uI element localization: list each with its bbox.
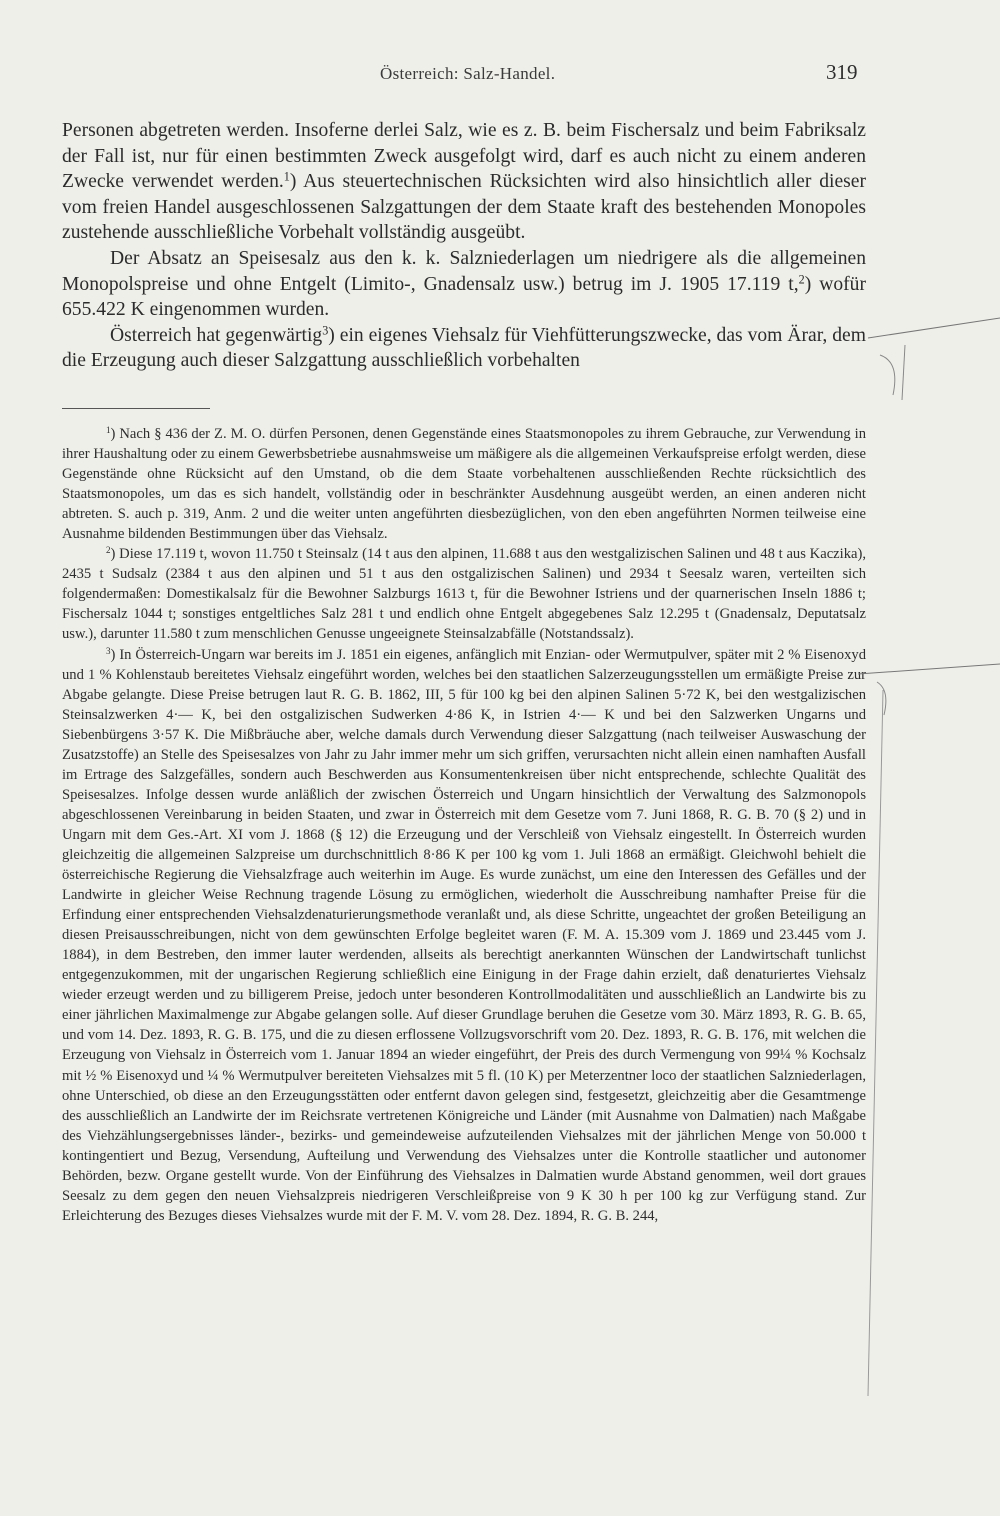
pencil-margin-bracket <box>877 682 886 715</box>
footnote-1 <box>62 424 866 544</box>
body-paragraph <box>62 118 866 246</box>
footnote-3 <box>62 645 866 1226</box>
footnote-separator <box>62 408 210 409</box>
footnote-marker: 1 <box>283 169 290 184</box>
pencil-margin-line <box>858 664 1000 674</box>
footnote-marker: 3 <box>106 645 111 656</box>
footnote-text: ) Diese 17.119 t, wovon 11.750 t Steinsalz (14 t aus den alpinen, 11.688 t aus den westgalizischen Salinen und 48 t aus Kaczika), 2435 t Sudsalz (2384 t aus den alpinen und 51 t aus den ostgalizischen Salinen) und 2934 t Seesalz waren, verteilten sich folgendermaßen: Domestikalsalz für die Bewohner Salzburgs 1613 t, für die Bewohner Istriens und der quarnerischen Inseln 1886 t; Fischersalz 1044 t; sonstiges entgeltliches Salz 281 t und endlich ohne Entgelt abgegebenes Salz 12.295 t (Gnadensalz, Deputatsalz usw.), darunter 11.580 t zum menschlichen Genusse ungeeignete Steinsalzabfälle (Notstandssalz). <box>62 546 866 643</box>
footnote-marker: 3 <box>322 323 329 338</box>
running-head: Österreich: Salz-Handel. <box>380 64 556 83</box>
footnote-marker: 2 <box>106 545 111 556</box>
pencil-margin-line <box>868 690 883 1396</box>
pencil-margin-line <box>902 345 905 400</box>
page-number: 319 <box>826 60 858 84</box>
pencil-margin-bracket <box>880 355 895 395</box>
footnote-marker: 2 <box>798 271 805 286</box>
main-text <box>62 118 866 374</box>
body-paragraph-text: ) wofür 655.422 K eingenommen wurden. <box>62 273 866 321</box>
page-header <box>0 60 1000 90</box>
body-paragraph <box>62 246 866 323</box>
footnote-text: ) Nach § 436 der Z. M. O. dürfen Personen, denen Gegenstände eines Staatsmonopoles zu ihrem Gebrauche, zur Verwendung in ihrer Haushaltung oder zu einem Gewerbsbetriebe ausnahmsweise um mäßigere als die allgemeinen Verkaufspreise erfolgt werden, diese Gegenstände ohne Rücksicht auf den Umstand, ob die dem Staate vorbehaltenen ausschließenden Rechte rücksichtlich des Staatsmonopoles, um das es sich handelt, vollständig oder in beschränkter Ausdehnung ausgeübt werden, an einen anderen nicht abtreten. S. auch p. 319, Anm. 2 und die weiter unten angeführten diesbezüglichen, von den eben angeführten Normen teilweise eine Ausnahme bildenden Bestimmungen über das Viehsalz. <box>62 426 866 543</box>
footnote-2 <box>62 544 866 644</box>
footnote-marker: 1 <box>106 425 111 436</box>
footnotes <box>62 424 866 1226</box>
body-paragraph-text: Personen abgetreten werden. Insoferne derlei Salz, wie es z. B. beim Fischersalz und beim Fabriksalz der Fall ist, nur für einen bestimmten Zweck ausgefolgt wird, darf es auch nicht zu einem anderen Zwecke verwendet werden. <box>62 120 866 193</box>
body-paragraph-text: Österreich hat gegenwärtig <box>110 324 323 346</box>
footnote-text: ) In Österreich-Ungarn war bereits im J. 1851 ein eigenes, anfänglich mit Enzian- oder Wermutpulver, später mit 2 % Eisenoxyd und 1 % Kohlenstaub bereitetes Viehsalz eingeführt worden, welches bei den staatlichen Salzerzeugungsstellen um ermäßigte Preise zur Abgabe gelangte. Diese Preise betrugen laut R. G. B. 1862, III, 5 für 100 kg bei den alpinen Salinen 5·72 K, bei den westgalizischen Steinsalzwerken 4·— K, bei den ostgalizischen Sudwerken 4·86 K, in Istrien 4·— K und bei den Salzwerken Ungarns und Siebenbürgens 3·57 K. Die Mißbräuche aber, welche damals durch Verwendung dieser Salzgattung (nach teilweiser Auswaschung der Zusatzstoffe) an Stelle des Speisesalzes von Jahr zu Jahr immer mehr um sich griffen, verursachten nicht allein einen namhaften Ausfall im Ertrage des Salzgefälles, sondern auch Beschwerden aus Konsumentenkreisen über nicht entsprechende, schlechte Qualität des Speisesalzes. Infolge dessen wurde anläßlich der zwischen Österreich und Ungarn hinsichtlich der Verwaltung des Salzmonopols abgeschlossenen Vereinbarung in beiden Staaten, und zwar in Österreich mit dem Gesetze vom 7. Juni 1868, R. G. B. 70 (§ 2) und in Ungarn mit dem Ges.-Art. XI vom J. 1868 (§ 12) die Erzeugung und der Verschleiß von Viehsalz eingestellt. In Österreich wurden gleichzeitig die allgemeinen Salzpreise um durchschnittlich 8·86 K per 100 kg vom 1. Juli 1868 an ermäßigt. Gleichwohl behielt die österreichische Regierung die Viehsalzfrage auch weiterhin im Auge. Es wurde zunächst, um eine den Interessen des Gefälles und der Landwirte in gleicher Weise Rechnung tragende Lösung zu ermöglichen, wiederholt die Ausschreibung namhafter Preise für die Erfindung einer entsprechenden Viehsalzdenaturierungsmethode veranlaßt und, als diese Schritte, ungeachtet der großen Beteiligung an diesen Preisausschreibungen, nicht von dem gewünschten Erfolge begleitet waren (F. M. A. 15.309 vom J. 1869 und 23.445 vom J. 1884), in dem Bestreben, den immer lauter werdenden, allseits als berechtigt anerkannten Wünschen der Landwirtschaft tunlichst entgegenzukommen, mit der ungarischen Regierung schließlich eine Einigung in der Frage dahin erzielt, daß denaturiertes Viehsalz wieder erzeugt werden und zu billigerem Preise, jedoch unter besonderen Kontrollmodalitäten und ausschließlich an Landwirte bis zu einer jährlichen Maximalmenge zur Abgabe gelangen solle. Auf dieser Grundlage beruhen die Gesetze vom 30. März 1893, R. G. B. 65, und vom 14. Dez. 1893, R. G. B. 175, und die zu diesen erflossene Vollzugsvorschrift vom 20. Dez. 1893, R. G. B. 176, mit welchen die Erzeugung von Viehsalz in Österreich vom 1. Januar 1894 an wieder eingeführt, der Preis des durch Vermengung von 99¼ % Kochsalz mit ½ % Eisenoxyd und ¼ % Wermutpulver bereiteten Viehsalzes mit 5 fl. (10 K) per Meterzentner loco der staatlichen Salzniederlagen, ohne Unterschied, ob diese an den Erzeugungsstätten oder entfernt davon gelegen sind, festgesetzt, gleichzeitig aber die Gesamtmenge des ausschließlich an Landwirte der im Reichsrate vertretenen Königreiche und Länder (mit Ausnahme von Dalmatien) nach Maßgabe des Viehzählungsergebnisses länder-, bezirks- und gemeindeweise aufzuteilenden Viehsalzes mit der jährlichen Menge von 50.000 t kontingentiert und Bezug, Versendung, Aufteilung und Verwendung des Viehsalzes unter die Kontrolle staatlicher und autonomer Behörden, bezw. Organe gestellt wurde. Von der Einführung des Viehsalzes in Dalmatien wurde Abstand genommen, weil dort graues Seesalz zu dem gegen den neuen Viehsalzpreis niedrigeren Verschleißpreise von 9 K 30 h per 100 kg zur Verfügung stand. Zur Erleichterung des Bezuges dieses Viehsalzes wurde mit der F. M. V. vom 28. Dez. 1894, R. G. B. 244, <box>62 646 866 1224</box>
body-paragraph <box>62 323 866 374</box>
body-paragraph-text: ) Aus steuertechnischen Rücksichten wird also hinsichtlich aller dieser vom freien Handel ausgeschlossenen Salzgattungen der dem Staate kraft des bestehenden Monopoles zustehende ausschließliche Vorbehalt vollständig ausgeübt. <box>62 171 866 244</box>
pencil-margin-line <box>868 318 1000 338</box>
body-paragraph-text: ) ein eigenes Viehsalz für Viehfütterungszwecke, das vom Ärar, dem die Erzeugung auch dieser Salzgattung ausschließlich vorbehalten <box>62 324 866 372</box>
body-paragraph-text: Der Absatz an Speisesalz aus den k. k. Salzniederlagen um niedrigere als die allgemeinen Monopolspreise und ohne Entgelt (Limito-, Gnadensalz usw.) betrug im J. 1905 17.119 t, <box>62 247 866 295</box>
